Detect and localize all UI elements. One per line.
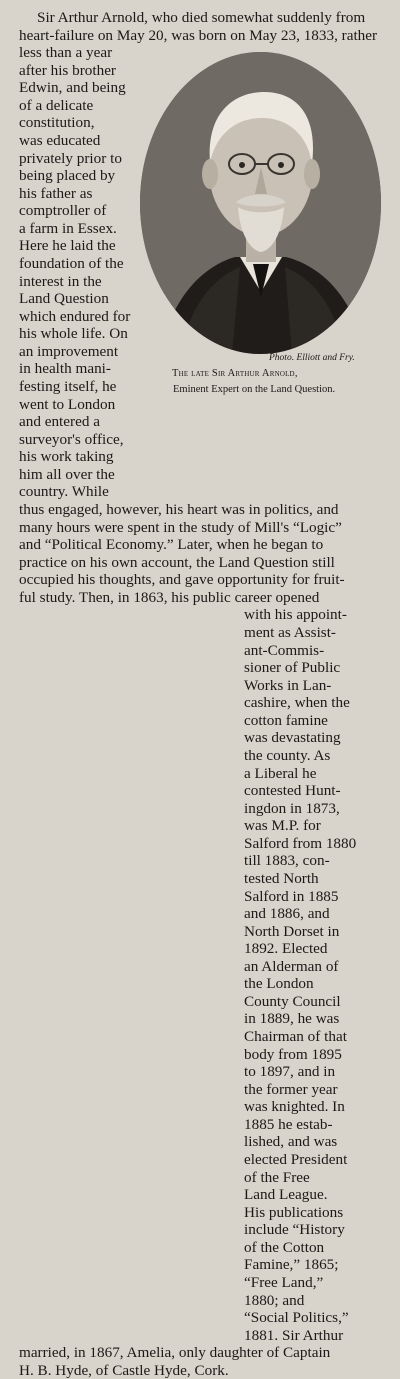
text-line: of the Free: [244, 1168, 310, 1186]
text-line: his father as: [19, 184, 93, 202]
text-line: County Council: [244, 992, 341, 1010]
text-line: after his brother: [19, 61, 116, 79]
text-line: interest in the: [19, 272, 102, 290]
text-line: H. B. Hyde, of Castle Hyde, Cork.: [19, 1361, 229, 1379]
text-line: Famine,” 1865;: [244, 1256, 339, 1274]
text-line: privately prior to: [19, 149, 122, 167]
text-line: in health mani-: [19, 360, 111, 378]
text-line: to 1897, and in: [244, 1063, 336, 1081]
text-line: was knighted. In: [244, 1098, 345, 1116]
text-line: occupied his thoughts, and gave opportunity for fruit-: [19, 571, 345, 589]
text-line: an improvement: [19, 342, 119, 360]
text-line: a farm in Essex.: [19, 219, 117, 237]
text-line: country. While: [19, 483, 109, 501]
text-line: was M.P. for: [244, 817, 321, 835]
caption-name: Sir Arthur Arnold,: [211, 368, 298, 379]
photo-credit: Photo. Elliott and Fry.: [269, 353, 355, 363]
text-line: in 1889, he was: [244, 1010, 340, 1028]
text-line: cotton famine: [244, 711, 328, 729]
text-line: lished, and was: [244, 1133, 338, 1151]
figure-caption-title: [172, 368, 298, 379]
text-line: practice on his own account, the Land Question still: [19, 553, 335, 571]
text-line: an Alderman of: [244, 957, 339, 975]
text-line: foundation of the: [19, 254, 124, 272]
text-line: went to London: [19, 395, 116, 413]
text-line: thus engaged, however, his heart was in politics, and: [19, 500, 339, 518]
text-line: festing itself, he: [19, 377, 117, 395]
text-line: “Social Politics,”: [244, 1309, 349, 1327]
text-line: which endured for: [19, 307, 131, 325]
text-line: his whole life. On: [19, 325, 128, 343]
text-line: being placed by: [19, 167, 116, 185]
text-line: and entered a: [19, 413, 100, 431]
text-line: 1881. Sir Arthur: [244, 1326, 344, 1344]
text-line: 1880; and: [244, 1291, 305, 1309]
text-line: tested North: [244, 869, 319, 887]
text-line: and 1886, and: [244, 905, 330, 923]
text-line: till 1883, con-: [244, 852, 330, 870]
text-line: was devastating: [244, 729, 341, 747]
text-line: was educated: [19, 131, 101, 149]
text-line: his work taking: [19, 448, 114, 466]
text-line: and “Political Economy.” Later, when he began to: [19, 536, 324, 554]
text-line: of the Cotton: [244, 1238, 325, 1256]
text-line: ingdon in 1873,: [244, 799, 340, 817]
text-line: cashire, when the: [244, 694, 350, 712]
text-line: 1885 he estab-: [244, 1115, 333, 1133]
text-line: Salford in 1885: [244, 887, 339, 905]
text-line: married, in 1867, Amelia, only daughter of Captain: [19, 1344, 331, 1362]
text-line: of a delicate: [19, 96, 94, 114]
text-line: Land League.: [244, 1186, 328, 1204]
text-line: the county. As: [244, 746, 331, 764]
text-line: Here he laid the: [19, 237, 116, 255]
text-line: His publications: [244, 1203, 344, 1221]
text-line: many hours were spent in the study of Mill's “Logic”: [19, 518, 342, 536]
caption-prefix: The late: [172, 368, 210, 379]
text-line: Works in Lan-: [244, 676, 332, 694]
portrait-photo: [140, 52, 381, 354]
text-line: include “History: [244, 1221, 345, 1239]
text-line: less than a year: [19, 44, 113, 62]
text-line: with his appoint-: [244, 606, 347, 624]
text-line: heart-failure on May 20, was born on May 23, 1833, rather: [19, 26, 378, 44]
text-line: Chairman of that: [244, 1028, 347, 1046]
text-line: “Free Land,”: [244, 1274, 324, 1292]
text-line: ant-Commis-: [244, 641, 325, 659]
text-line: constitution,: [19, 114, 95, 132]
text-line: a Liberal he: [244, 764, 317, 782]
text-line: surveyor's office,: [19, 430, 124, 448]
text-line: Salford from 1880: [244, 834, 357, 852]
text-line: elected President: [244, 1151, 348, 1169]
text-line: Sir Arthur Arnold, who died somewhat suddenly from: [37, 9, 366, 26]
text-line: the former year: [244, 1080, 338, 1098]
text-line: contested Hunt-: [244, 782, 341, 800]
text-line: Land Question: [19, 290, 109, 308]
text-line: ful study. Then, in 1863, his public career opened: [19, 588, 320, 606]
text-line: body from 1895: [244, 1045, 342, 1063]
text-line: sioner of Public: [244, 659, 341, 677]
text-line: him all over the: [19, 465, 115, 483]
text-line: Edwin, and being: [19, 79, 126, 97]
text-line: the London: [244, 975, 314, 993]
text-line: comptroller of: [19, 202, 107, 220]
text-line: 1892. Elected: [244, 940, 328, 958]
text-line: North Dorset in: [244, 922, 340, 940]
figure-caption-subtitle: Eminent Expert on the Land Question.: [173, 384, 336, 395]
text-line: ment as Assist-: [244, 623, 336, 641]
